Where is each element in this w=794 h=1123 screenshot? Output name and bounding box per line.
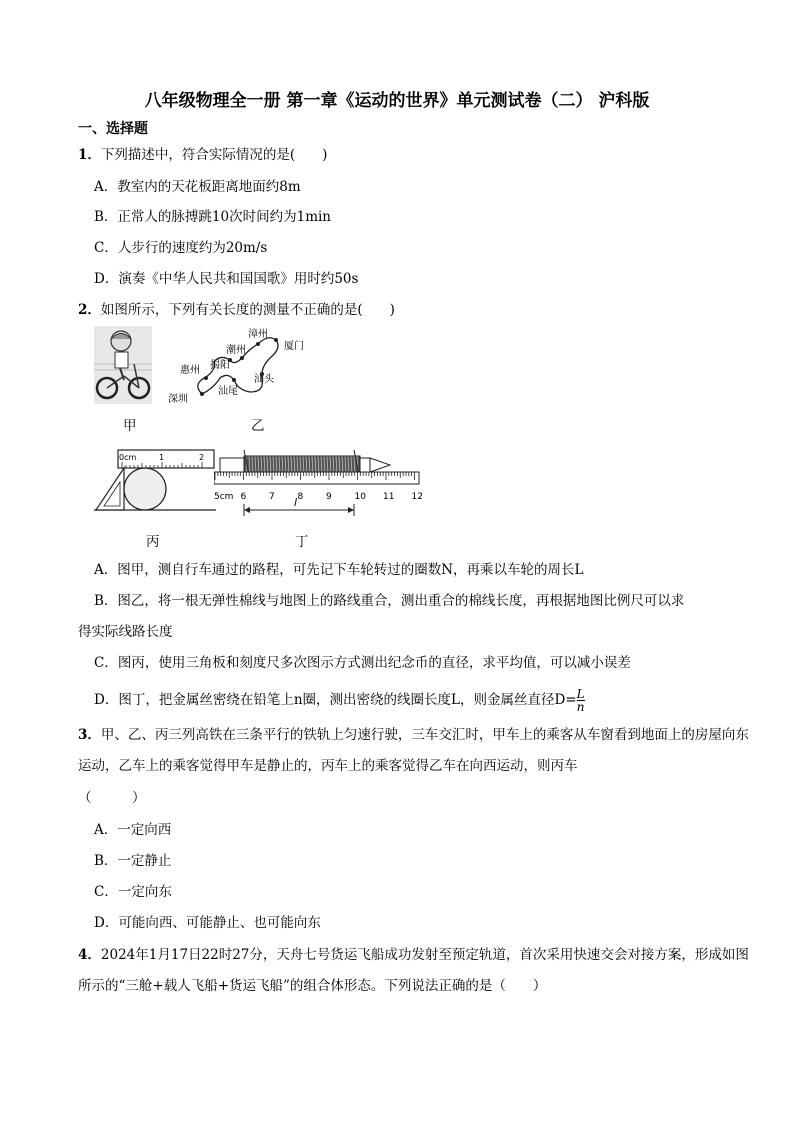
question-1-option-d: D．演奏《中华人民共和国国歌》用时约50s bbox=[94, 271, 359, 287]
ruler-ding-label: 5cm bbox=[214, 492, 234, 502]
figure-ding-coil-measure bbox=[214, 444, 424, 522]
ruler-ding-label: 11 bbox=[383, 492, 395, 502]
question-2-option-d-text: D．图丁，把金属丝密绕在铅笔上n圈，测出密绕的线圈长度L，则金属丝直径D= bbox=[94, 692, 577, 708]
city-label-chaozhou: 潮州 bbox=[226, 345, 246, 356]
question-3-answer-paren: （ ） bbox=[78, 790, 146, 806]
ruler-bing-label-0: 0cm bbox=[119, 453, 137, 462]
city-label-xiamen: 厦门 bbox=[284, 341, 304, 352]
question-2-option-b-line1: B．图乙，将一根无弹性棉线与地图上的路线重合，测出重合的棉线长度，再根据地图比例尺可以求 bbox=[94, 593, 685, 609]
city-label-shenzhen: 深圳 bbox=[168, 394, 188, 405]
city-label-zhangzhou: 漳州 bbox=[248, 329, 268, 340]
city-label-shanwei: 汕尾 bbox=[218, 386, 238, 397]
question-1-option-a: A．教室内的天花板距离地面约8m bbox=[94, 179, 301, 195]
question-2-option-b-line2: 得实际线路长度 bbox=[78, 624, 173, 640]
figure-bing-caption: 丙 bbox=[146, 534, 160, 550]
question-2-stem bbox=[78, 301, 395, 319]
question-3-option-c: C．一定向东 bbox=[94, 884, 172, 900]
figure-ding-length-label: l bbox=[294, 496, 298, 509]
ruler-ding-label: 8 bbox=[297, 492, 304, 502]
question-2-option-d bbox=[94, 688, 585, 713]
question-4-text: 2024年1月17日22时27分，天舟七号货运飞船成功发射至预定轨道，首次采用快速交会对接方案，形成如图所示的“三舱+载人飞船+货运飞船”的组合体形态。下列说法正确的是（ ） bbox=[78, 947, 749, 994]
ruler-ding-label: 10 bbox=[354, 492, 366, 502]
figure-ding-caption: 丁 bbox=[295, 534, 309, 550]
question-3-option-a: A．一定向西 bbox=[94, 822, 172, 838]
question-4-number: 4． bbox=[78, 947, 101, 963]
ruler-ding-label: 6 bbox=[240, 492, 247, 502]
city-label-jieyang: 揭阳 bbox=[210, 360, 230, 371]
question-1-number: 1． bbox=[78, 147, 101, 163]
question-3-text: 甲、乙、丙三列高铁在三条平行的铁轨上匀速行驶，三车交汇时，甲车上的乘客从车窗看到地面上的房屋向东运动，乙车上的乘客觉得甲车是静止的，丙车上的乘客觉得乙车在向西运动，则丙车 bbox=[78, 727, 749, 774]
question-3-option-d: D．可能向西、可能静止、也可能向东 bbox=[94, 915, 321, 931]
section-heading: 一、选择题 bbox=[78, 121, 148, 137]
question-1-option-c: C．人步行的速度约为20m/s bbox=[94, 240, 268, 256]
figure-jia-bicycle bbox=[94, 326, 152, 404]
figure-jia-caption: 甲 bbox=[123, 418, 137, 434]
figure-bing-coin-measure bbox=[94, 446, 216, 516]
question-3-option-b: B．一定静止 bbox=[94, 853, 172, 869]
question-1-stem bbox=[78, 146, 327, 164]
ruler-ding-label: 7 bbox=[269, 492, 275, 502]
question-3-number: 3． bbox=[78, 727, 101, 743]
question-1-text: 下列描述中，符合实际情况的是( ) bbox=[100, 147, 328, 163]
figure-yi-route-map bbox=[164, 322, 304, 412]
question-2-option-a: A．图甲，测自行车通过的路程，可先记下车轮转过的圈数N，再乘以车轮的周长L bbox=[94, 562, 584, 578]
question-3-stem bbox=[78, 720, 750, 782]
question-4-stem bbox=[78, 940, 750, 1002]
ruler-ding-label: 9 bbox=[326, 492, 332, 502]
question-2-option-c: C．图丙，使用三角板和刻度尺多次图示方式测出纪念币的直径，求平均值，可以减小误差 bbox=[94, 655, 631, 671]
city-label-shantou: 汕头 bbox=[254, 374, 274, 385]
ruler-bing-label-1: 1 bbox=[159, 453, 165, 462]
question-2-text: 如图所示，下列有关长度的测量不正确的是( ) bbox=[100, 302, 395, 318]
fraction-denominator: n bbox=[576, 700, 585, 714]
fraction-numerator: L bbox=[576, 687, 585, 701]
figure-yi-caption: 乙 bbox=[251, 418, 265, 434]
ruler-bing-label-2: 2 bbox=[199, 453, 205, 462]
fraction-l-over-n bbox=[577, 688, 585, 713]
question-2-number: 2． bbox=[78, 302, 101, 318]
question-1-option-b: B．正常人的脉搏跳10次时间约为1min bbox=[94, 209, 332, 225]
page-title: 八年级物理全一册 第一章《运动的世界》单元测试卷（二） 沪科版 bbox=[144, 91, 650, 111]
ruler-ding-label: 12 bbox=[411, 492, 423, 502]
city-label-huizhou: 惠州 bbox=[180, 365, 200, 376]
